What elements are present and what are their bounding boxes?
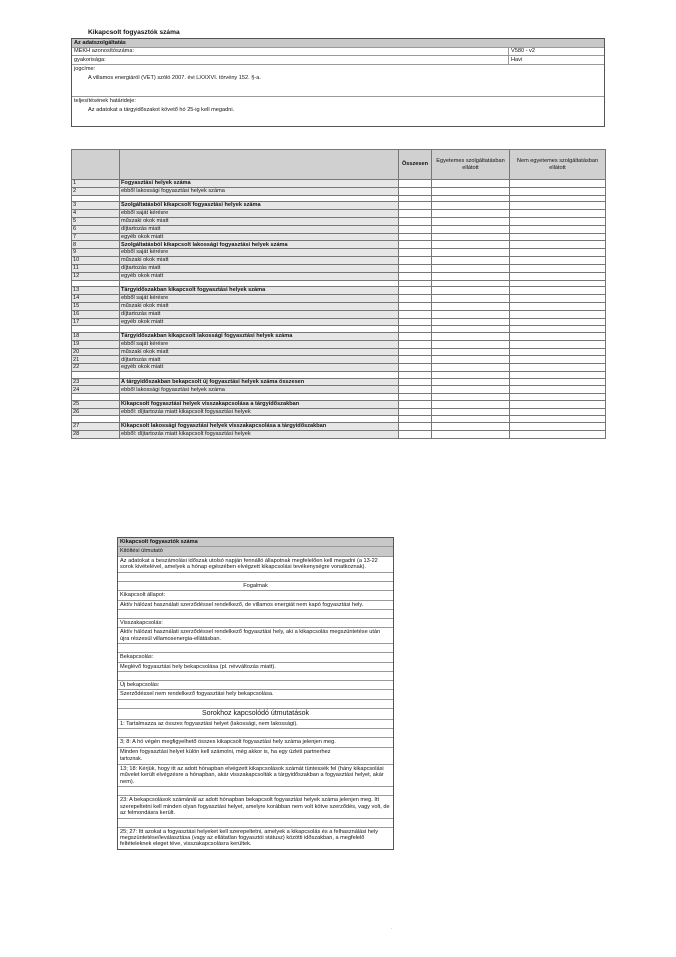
row-number: 15 — [72, 302, 120, 310]
universal-cell[interactable] — [432, 400, 510, 408]
instructions-title: Kikapcsolt fogyasztók száma — [118, 538, 393, 547]
header-number — [72, 150, 120, 180]
table-row — [72, 430, 606, 438]
total-cell[interactable] — [399, 264, 432, 272]
visszakapcsolas-text: Aktív hálózat használati szerződéssel rendelkező fogyasztási hely, aki a kikapcsolás megszüntetése után újra részesül villamosenergia-ellátásban. — [118, 628, 393, 644]
table-row — [72, 378, 606, 386]
table-row — [72, 257, 606, 265]
row-description: ebből lakossági fogyasztási helyek száma — [120, 386, 399, 394]
universal-cell[interactable] — [432, 356, 510, 364]
row-number: 20 — [72, 348, 120, 356]
universal-cell[interactable] — [432, 348, 510, 356]
nonuniversal-cell[interactable] — [510, 302, 606, 310]
row-description: ebből: díjtartozás miatt kikapcsolt fogyasztási helyek — [120, 408, 399, 416]
header-description — [120, 150, 399, 180]
universal-cell[interactable] — [432, 294, 510, 302]
row-number: 4 — [72, 210, 120, 218]
row-description: Fogyasztási helyek száma — [120, 180, 399, 188]
table-row — [72, 187, 606, 195]
row-number: 13 — [72, 287, 120, 295]
instructions-spacer — [118, 610, 393, 619]
row-number: 7 — [72, 233, 120, 241]
uj-bekapcsolas-text: Szerződéssel nem rendelkező fogyasztási hely bekapcsolása. — [118, 690, 393, 699]
universal-cell[interactable] — [432, 408, 510, 416]
row-description: műszaki okok miatt — [120, 217, 399, 225]
guidance-row-13-18: 13; 18: Kérjük, hogy itt az adott hónapban elvégzett kikapcsolások számát tüntessék fel (hány kikapcsolási művelet került elvégzésre a hónapban, akár visszakapcsolták a tárgyidőszakban a fogyasztási helyet, akár nem). — [118, 765, 393, 787]
mekh-label: MEKH azonosítószáma: — [74, 48, 135, 55]
header-nonuniversal — [510, 150, 606, 180]
table-row — [72, 180, 606, 188]
total-cell[interactable] — [399, 294, 432, 302]
guidance-row-1: 1: Tartalmazza az összes fogyasztási helyet (lakossági, nem lakossági). — [118, 720, 393, 729]
total-cell[interactable] — [399, 202, 432, 210]
universal-cell[interactable] — [432, 340, 510, 348]
uj-bekapcsolas-label: Új bekapcsolás: — [118, 681, 393, 690]
total-cell[interactable] — [399, 287, 432, 295]
universal-cell[interactable] — [432, 210, 510, 218]
total-cell[interactable] — [399, 356, 432, 364]
universal-cell[interactable] — [432, 378, 510, 386]
universal-cell[interactable] — [432, 430, 510, 438]
row-description: egyéb okok miatt — [120, 364, 399, 372]
table-row — [72, 340, 606, 348]
row-description: ebből saját kérésre — [120, 249, 399, 257]
table-row — [72, 272, 606, 280]
header-nonuniversal-label: Nem egyetemes szolgáltatásban ellátott — [516, 158, 599, 171]
row-number: 22 — [72, 364, 120, 372]
row-number: 9 — [72, 249, 120, 257]
table-row — [72, 332, 606, 340]
row-number: 27 — [72, 422, 120, 430]
universal-cell[interactable] — [432, 202, 510, 210]
total-cell[interactable] — [399, 310, 432, 318]
nonuniversal-cell[interactable] — [510, 187, 606, 195]
table-row — [72, 364, 606, 372]
nonuniversal-cell[interactable] — [510, 310, 606, 318]
universal-cell[interactable] — [432, 225, 510, 233]
total-cell[interactable] — [399, 272, 432, 280]
row-description: Kikapcsolt fogyasztási helyek visszakapcsolása a tárgyidőszakban — [120, 400, 399, 408]
table-row — [72, 400, 606, 408]
row-number: 12 — [72, 272, 120, 280]
row-description: egyéb okok miatt — [120, 272, 399, 280]
row-number: 25 — [72, 400, 120, 408]
row-description: ebből lakossági fogyasztási helyek száma — [120, 187, 399, 195]
row-number: 16 — [72, 310, 120, 318]
universal-cell[interactable] — [432, 422, 510, 430]
nonuniversal-cell[interactable] — [510, 217, 606, 225]
universal-cell[interactable] — [432, 257, 510, 265]
nonuniversal-cell[interactable] — [510, 422, 606, 430]
table-row — [72, 217, 606, 225]
row-number: 11 — [72, 264, 120, 272]
instructions-intro: Az adatokat a beszámolási időszak utolsó napján fennálló állapotnak megfelelően kell megadni (a 13-22 sorok kivételével, amelyek a hónap egészében elvégzett kikapcsolási tevékenységre vonatkoznak). — [118, 557, 393, 573]
nonuniversal-cell[interactable] — [510, 294, 606, 302]
row-description: Tárgyidőszakban kikapcsolt lakossági fogyasztási helyek száma — [120, 332, 399, 340]
universal-cell[interactable] — [432, 302, 510, 310]
row-number: 6 — [72, 225, 120, 233]
table-row — [72, 386, 606, 394]
universal-cell[interactable] — [432, 187, 510, 195]
table-row — [72, 302, 606, 310]
universal-cell[interactable] — [432, 217, 510, 225]
row-description: díjtartozás miatt — [120, 356, 399, 364]
row-description: ebből saját kérésre — [120, 340, 399, 348]
mekh-value: V580 - v2 — [508, 48, 604, 56]
row-description: ebből saját kérésre — [120, 210, 399, 218]
header-total: Összesen — [399, 150, 432, 180]
nonuniversal-cell[interactable] — [510, 257, 606, 265]
row-number: 2 — [72, 187, 120, 195]
total-cell[interactable] — [399, 217, 432, 225]
universal-cell[interactable] — [432, 180, 510, 188]
table-row — [72, 318, 606, 326]
deadline-label: teljesítésének határideje: — [74, 97, 136, 104]
row-description: díjtartozás miatt — [120, 264, 399, 272]
kikapcsolt-label: Kikapcsolt állapot: — [118, 591, 393, 600]
universal-cell[interactable] — [432, 264, 510, 272]
row-number: 5 — [72, 217, 120, 225]
visszakapcsolas-label: Visszakapcsolás: — [118, 619, 393, 628]
table-row — [72, 294, 606, 302]
nonuniversal-cell[interactable] — [510, 430, 606, 438]
provider-info-table — [71, 38, 605, 127]
row-number: 24 — [72, 386, 120, 394]
row-description: egyéb okok miatt — [120, 233, 399, 241]
nonuniversal-cell[interactable] — [510, 340, 606, 348]
row-number: 17 — [72, 318, 120, 326]
deadline-text: Az adatokat a tárgyidőszakot követő hó 25-ig kell megadni. — [88, 107, 235, 114]
row-description: Tárgyidőszakban kikapcsolt fogyasztási helyek száma — [120, 287, 399, 295]
instructions-spacer — [118, 729, 393, 738]
row-number: 10 — [72, 257, 120, 265]
total-cell[interactable] — [399, 302, 432, 310]
table-row — [72, 287, 606, 295]
row-number: 14 — [72, 294, 120, 302]
provider-header: Az adatszolgáltatás — [74, 39, 126, 46]
provider-header-row — [72, 39, 604, 48]
header-universal-label: Egyetemes szolgáltatásban ellátott — [436, 158, 505, 171]
universal-cell[interactable] — [432, 272, 510, 280]
nonuniversal-cell[interactable] — [510, 225, 606, 233]
instructions-spacer — [118, 700, 393, 709]
guidance-row-3-8: 3; 8: A hó végén megfigyelhető összes kikapcsolt fogyasztási hely száma jelenjen meg. — [118, 738, 393, 747]
concepts-heading: Fogalmak — [118, 582, 393, 591]
nonuniversal-cell[interactable] — [510, 400, 606, 408]
total-cell[interactable] — [399, 210, 432, 218]
nonuniversal-cell[interactable] — [510, 202, 606, 210]
table-row — [72, 202, 606, 210]
table-row — [72, 310, 606, 318]
row-number: 1 — [72, 180, 120, 188]
total-cell[interactable] — [399, 332, 432, 340]
universal-cell[interactable] — [432, 310, 510, 318]
row-description: műszaki okok miatt — [120, 302, 399, 310]
total-cell[interactable] — [399, 318, 432, 326]
total-cell[interactable] — [399, 180, 432, 188]
row-number: 18 — [72, 332, 120, 340]
legal-basis-text: A villamos energiáról (VET) szóló 2007. évi LXXXVI. törvény 152. §-a. — [88, 75, 261, 82]
row-description: egyéb okok miatt — [120, 318, 399, 326]
universal-cell[interactable] — [432, 364, 510, 372]
row-description: díjtartozás miatt — [120, 225, 399, 233]
row-description: díjtartozás miatt — [120, 310, 399, 318]
nonuniversal-cell[interactable] — [510, 348, 606, 356]
row-description: A tárgyidőszakban bekapcsolt új fogyasztási helyek száma összesen — [120, 378, 399, 386]
instructions-spacer — [118, 787, 393, 796]
total-cell[interactable] — [399, 408, 432, 416]
page-title: Kikapcsolt fogyasztók száma — [88, 29, 180, 36]
mekh-row — [72, 48, 604, 57]
table-row — [72, 356, 606, 364]
table-header-row — [72, 150, 606, 180]
table-row — [72, 249, 606, 257]
guidance-row-25-27: 25; 27: Itt azokat a fogyasztási helyeket kell szerepeltetni, amelyek a kikapcsolás és a felhasználási hely megszüntetése/leválasztása (vagy az ellátatlan fogyasztói státusz) közötti időszakban, a megfelelő feltételeknek eleget téve, visszakapcsolásra kerültek. — [120, 828, 379, 848]
instructions-table — [117, 537, 394, 850]
total-cell[interactable] — [399, 225, 432, 233]
universal-cell[interactable] — [432, 241, 510, 249]
instructions-spacer — [118, 573, 393, 582]
frequency-value: Havi — [508, 56, 604, 64]
row-number: 21 — [72, 356, 120, 364]
nonuniversal-cell[interactable] — [510, 241, 606, 249]
table-row — [72, 210, 606, 218]
total-cell[interactable] — [399, 241, 432, 249]
nonuniversal-cell[interactable] — [510, 249, 606, 257]
nonuniversal-cell[interactable] — [510, 210, 606, 218]
disconnected-consumers-table — [71, 149, 606, 439]
universal-cell[interactable] — [432, 318, 510, 326]
row-number: 8 — [72, 241, 120, 249]
guidance-row-3-8-cont2: tartoznak. — [118, 756, 393, 765]
total-cell[interactable] — [399, 386, 432, 394]
universal-cell[interactable] — [432, 249, 510, 257]
row-description: Szolgáltatásból kikapcsolt lakossági fogyasztási helyek száma — [120, 241, 399, 249]
nonuniversal-cell[interactable] — [510, 318, 606, 326]
total-cell[interactable] — [399, 364, 432, 372]
row-description: ebből saját kérésre — [120, 294, 399, 302]
table-row — [72, 241, 606, 249]
header-universal — [432, 150, 510, 180]
row-description: ebből: díjtartozás miatt kikapcsolt fogyasztási helyek — [120, 430, 399, 438]
total-cell[interactable] — [399, 430, 432, 438]
deadline-row — [72, 97, 604, 126]
nonuniversal-cell[interactable] — [510, 272, 606, 280]
nonuniversal-cell[interactable] — [510, 356, 606, 364]
bekapcsolas-label: Bekapcsolás: — [118, 653, 393, 662]
nonuniversal-cell[interactable] — [510, 233, 606, 241]
frequency-label: gyakorisága: — [74, 56, 106, 63]
total-cell[interactable] — [399, 422, 432, 430]
table-row — [72, 225, 606, 233]
table-row — [72, 422, 606, 430]
guidance-row-23: 23: A bekapcsolások számánál az adott hónapban bekapcsolt fogyasztási helyek száma jelenjen meg. Itt szerepeltetni kell minden olyan fogyasztási helyet, amelyre korábban nem volt kötve szerződés, vagy volt, de az felmondásra került. — [118, 796, 393, 818]
nonuniversal-cell[interactable] — [510, 364, 606, 372]
universal-cell[interactable] — [432, 332, 510, 340]
total-cell[interactable] — [399, 187, 432, 195]
total-cell[interactable] — [399, 378, 432, 386]
table-row — [72, 233, 606, 241]
total-cell[interactable] — [399, 233, 432, 241]
total-cell[interactable] — [399, 249, 432, 257]
nonuniversal-cell[interactable] — [510, 386, 606, 394]
row-number: 19 — [72, 340, 120, 348]
row-description: Kikapcsolt lakossági fogyasztási helyek visszakapcsolása a tárgyidőszakban — [120, 422, 399, 430]
row-number: 26 — [72, 408, 120, 416]
kikapcsolt-text: Aktív hálózat használati szerződéssel rendelkező, de villamos energiát nem kapó fogyasztási hely. — [118, 601, 393, 610]
instructions-spacer — [118, 819, 393, 828]
page-marker: · — [391, 926, 393, 931]
nonuniversal-cell[interactable] — [510, 332, 606, 340]
table-row — [72, 408, 606, 416]
total-cell[interactable] — [399, 400, 432, 408]
nonuniversal-cell[interactable] — [510, 264, 606, 272]
frequency-row — [72, 56, 604, 65]
row-description: műszaki okok miatt — [120, 257, 399, 265]
universal-cell[interactable] — [432, 287, 510, 295]
nonuniversal-cell[interactable] — [510, 378, 606, 386]
nonuniversal-cell[interactable] — [510, 408, 606, 416]
total-cell[interactable] — [399, 257, 432, 265]
instructions-spacer — [118, 672, 393, 681]
total-cell[interactable] — [399, 348, 432, 356]
nonuniversal-cell[interactable] — [510, 287, 606, 295]
row-description: műszaki okok miatt — [120, 348, 399, 356]
universal-cell[interactable] — [432, 386, 510, 394]
legal-basis-label: jogcíme: — [74, 65, 96, 72]
instructions-spacer — [118, 644, 393, 653]
total-cell[interactable] — [399, 340, 432, 348]
nonuniversal-cell[interactable] — [510, 180, 606, 188]
rows-guidance-heading: Sorokhoz kapcsolódó útmutatások — [118, 709, 393, 720]
table-body — [72, 180, 606, 439]
table-row — [72, 348, 606, 356]
instructions-subtitle: Kitöltési útmutató — [118, 547, 393, 556]
row-number: 3 — [72, 202, 120, 210]
legal-basis-row — [72, 65, 604, 97]
guidance-row-3-8-cont: Minden fogyasztási helyet külön kell számolni, még akkor is, ha egy üzleti partnerhez — [120, 748, 331, 755]
row-number: 28 — [72, 430, 120, 438]
row-number: 23 — [72, 378, 120, 386]
table-row — [72, 264, 606, 272]
bekapcsolas-text: Meglévő fogyasztási hely bekapcsolása (pl. névváltozás miatt). — [118, 663, 393, 672]
row-description: Szolgáltatásból kikapcsolt fogyasztási helyek száma — [120, 202, 399, 210]
universal-cell[interactable] — [432, 233, 510, 241]
